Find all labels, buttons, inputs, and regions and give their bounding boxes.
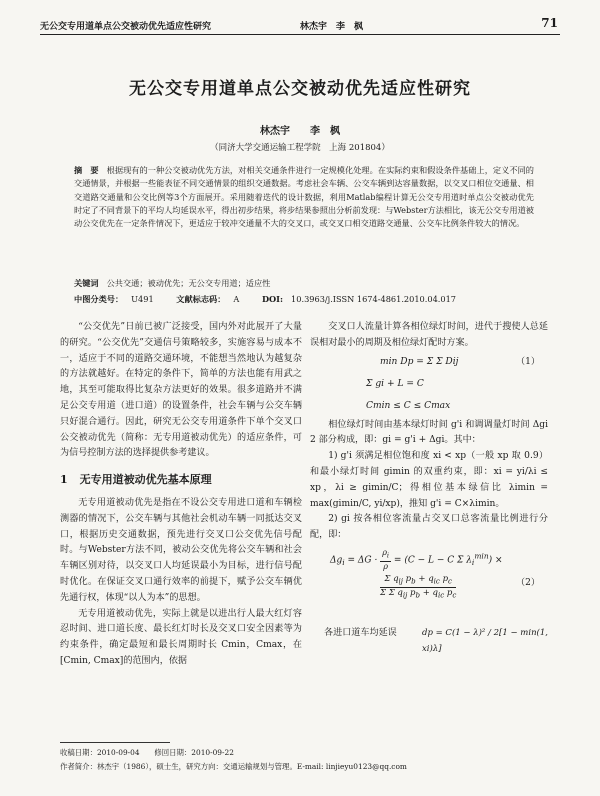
constraint-sum: Σ gi + L = C: [366, 378, 424, 389]
body-paragraph: 无专用道被动优先，实际上就是以进出行人最大红灯容忍时间、进口道长度、最长红灯时长及交叉口安全因素等为约束条件，确定最短和最长周期时长 Cmin，Cmax，在[Cmin, Cmax]的范围内，依据: [60, 608, 302, 666]
doi-value: 10.3963/j.ISSN 1674-4861.2010.04.017: [291, 294, 457, 304]
body-paragraph: 2) gi 按各相位客流量占交叉口总客流量比例进行分配，即：: [310, 514, 548, 541]
body-paragraph: 无专用道被动优先是指在不设公交专用进口道和车辆检测器的情况下，公交车辆与其他社会机动车辆一同抵达交叉口，根据历史交通数据，预先进行交叉口公交优先信号配时。与Webster方法不同，被动公交优先将公交车辆和社会车辆区别对待，以交叉口人均延误最小为目标，进行信号配时优化。在保证交叉口通行效率的前提下，赋予公交车辆优先通行权，体现“以人为本”的思想。: [60, 497, 302, 603]
equation-3-label: 各进口道车均延误: [324, 627, 397, 638]
constraint-range: Cmin ≤ C ≤ Cmax: [366, 400, 451, 411]
section-title: 无专用道被动优先基本原理: [79, 473, 212, 487]
keywords-row: [74, 278, 270, 289]
equation-1-constraint: [310, 396, 548, 418]
equation-1: [310, 352, 548, 374]
equation-1-body: min Dp = Σ Σ Dij: [380, 356, 459, 367]
classification-row: [74, 294, 456, 305]
right-column: [310, 320, 548, 654]
affiliation: （同济大学交通运输工程学院 上海 201804）: [210, 143, 390, 153]
doc-code-value: A: [233, 294, 240, 304]
body-paragraph: 交叉口人流量计算各相位绿灯时间，进代于搜使人总延误相对最小的周期及相位绿灯配时方案。: [310, 322, 548, 348]
received-dates: 收稿日期：2010-09-04 修回日期：2010-09-22: [60, 748, 234, 757]
author-line: 林杰宇 李 枫: [260, 126, 340, 137]
equation-1-constraint: [310, 374, 548, 396]
equation-3: [310, 622, 548, 654]
running-header: [40, 16, 560, 35]
section-heading: [60, 472, 302, 488]
equation-2-body: $\Delta g_i = \Delta G$ · $\frac{\rho_i}{\rho}$ = (C − L − C Σ $\lambda_i^{min}$) ×: [330, 547, 503, 571]
doi-label: DOI:: [261, 294, 284, 304]
equation-3-body: dp = C(1 − λ)² / 2[1 − min(1, xi)λ]: [422, 627, 548, 654]
header-authors: 林杰宇 李 枫: [300, 22, 364, 32]
clc-label: 中图分类号：: [74, 294, 124, 304]
left-column: [60, 320, 302, 670]
equation-1-number: （1）: [516, 356, 540, 367]
header-title: 无公交专用道单点公交被动优先适应性研究: [40, 22, 212, 32]
doc-code-label: 文献标志码：: [176, 294, 226, 304]
keywords-label: 关键词: [74, 278, 99, 288]
section-number: 1: [60, 473, 68, 487]
equation-2: $\Delta g_i = \Delta G$ · $\frac{\rho_i}{\rho}$ = (C − L − C Σ $\lambda_i^{min}$) × $\frac{\Sigma q_{ij} p_b + q_{ic} p_c}{\Sigma \Sigma q_{ij} p_b + q_{ic} p_c}$ （2）: [330, 547, 540, 600]
equation-2-number: （2）: [516, 577, 540, 588]
footnote-rule: [60, 742, 170, 743]
page-number: 71: [541, 16, 558, 30]
keywords-text: 公共交通；被动优先；无公交专用道；适应性: [106, 278, 271, 288]
body-paragraph: 1) g'i 须满足相位饱和度 xi < xp（一般 xp 取 0.9）和最小绿灯时间 gimin 的双重约束，即：xi = yi/λi ≤ xp，λi ≥ gimin/C；得相位基本绿信比 λimin = max(gimin/C, yi/xp)，推知 g'i = C×λimin。: [310, 451, 548, 509]
abstract: [74, 164, 534, 230]
clc-value: U491: [131, 294, 154, 304]
abstract-text: 根据现有的一种公交被动优先方法，对相关交通条件进行一定规模化处理。在实际约束和假设条件基础上，定义不同的交通情景，并根据一些能表征不同交通情景的组织交通数据。考虑社会车辆、公交车辆到达容量数据，以交叉口相位交通量、相交道路交通量和公交比例等3个方面展开。采用随着迭代的设计数据，利用Matlab编程计算无公交专用道时单点公交被动优先时定了不同背景下的平均人均延误水平，得出初步结果，将步结果参照出分析前发现：与Webster方法相比，该无公交专用道被动公交优先在一定条件情况下，更适应于较冲交通量不大的交叉口，或交叉口相交道路交通量、公交车比例条件较大的情况。: [74, 165, 534, 229]
paper-title: 无公交专用道单点公交被动优先适应性研究: [129, 79, 471, 99]
body-paragraph: 相位绿灯时间由基本绿灯时间 g'i 和调调量灯时间 Δgi 2 部分构成，即：gi = g'i + Δgi。其中：: [310, 419, 548, 446]
author-note: 作者简介：林杰宇（1986），硕士生，研究方向：交通运输规划与管理。E-mail: linjieyu0123@qq.com: [60, 762, 407, 771]
intro-paragraph: “公交优先”日前已被广泛接受，国内外对此展开了大量的研究。“公交优先”交通信号策略较多，实施容易与成本不一，适应于不同的道路交通环境，不能想当然地认为越复杂的方法就越好。在特定的条件下，简单的方法也能有用武之地，其至可能取得比复杂方法更好的效果。很多道路并不满足公交专用道（进口道）的设置条件，社会车辆与公交车辆只好混合通行。因此，研究无公交专用道条件下单个交叉口公交被动优先（简称：无专用道被动优先）的适应条件，可为信号控制方法的选择提供参考建议。: [60, 322, 302, 459]
abstract-label: 摘 要: [74, 165, 99, 175]
